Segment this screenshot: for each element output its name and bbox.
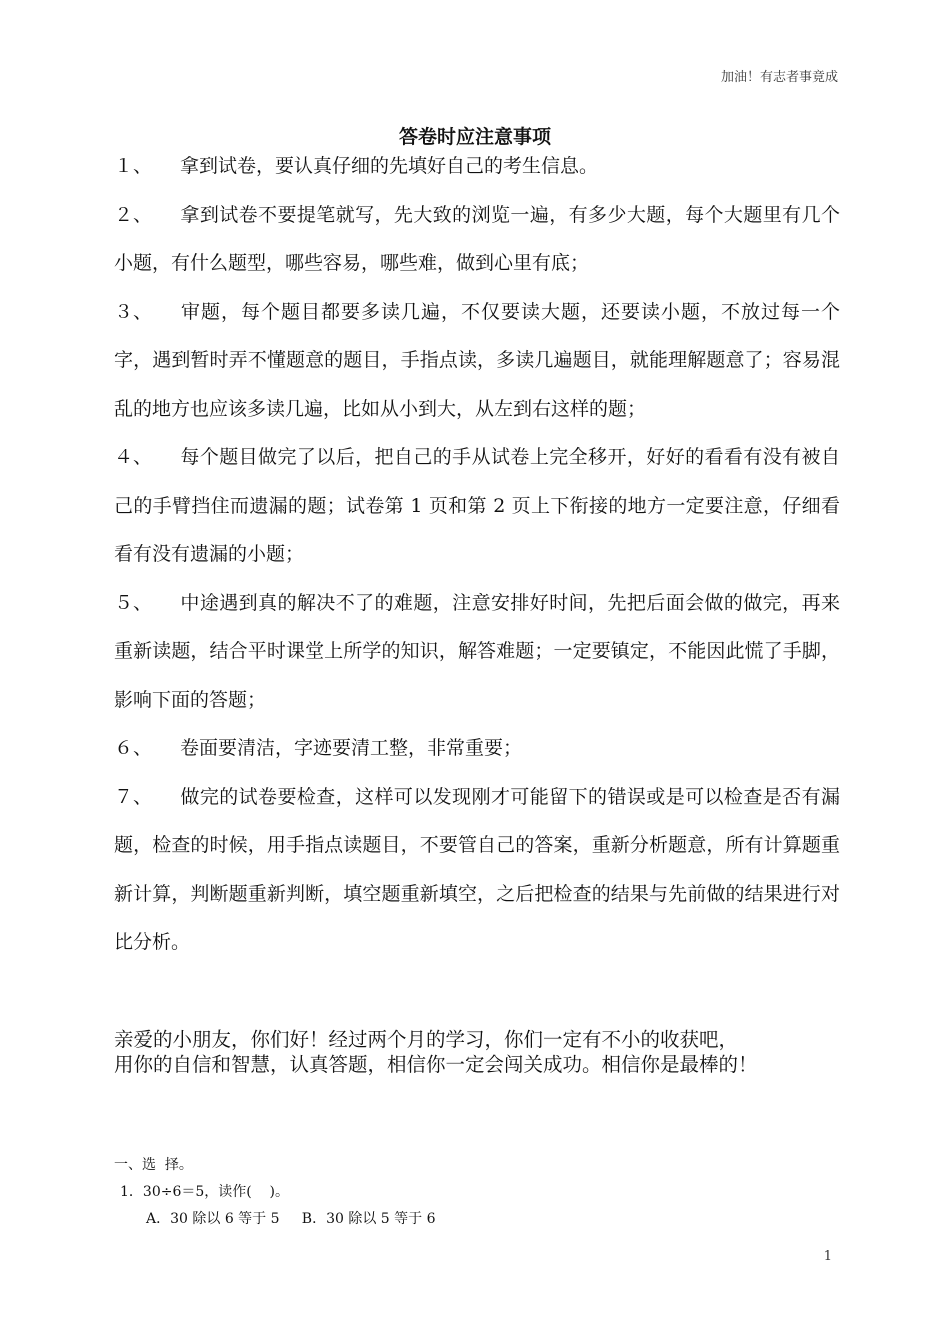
greeting-line-2: 用你的自信和智慧，认真答题，相信你一定会闯关成功。相信你是最棒的！ <box>114 1053 758 1076</box>
exercise-section <box>114 1152 814 1233</box>
note-item <box>114 142 840 191</box>
note-text: 做完的试卷要检查，这样可以发现刚才可能留下的错误或是可以检查是否有漏题，检查的时候，用手指点读题目，不要管自己的答案，重新分析题意，所有计算题重新计算，判断题重新判断，填空题重新填空，之后把检查的结果与先前做的结果进行对比分析。 <box>114 785 840 953</box>
question-1: 1．30÷6＝5，读作( )。 <box>120 1184 289 1200</box>
note-item <box>114 433 840 579</box>
note-text: 卷面要清洁，字迹要清工整，非常重要； <box>180 737 523 759</box>
note-number: ４、 <box>114 446 153 468</box>
note-text: 中途遇到真的解决不了的难题，注意安排好时间，先把后面会做的做完，再来重新读题，结合平时课堂上所学的知识，解答难题；一定要镇定，不能因此慌了手脚，影响下面的答题； <box>114 591 840 711</box>
note-item <box>114 724 840 773</box>
note-number: ３、 <box>114 300 153 323</box>
note-number: ２、 <box>114 203 153 226</box>
notes-list <box>114 142 840 967</box>
section-heading: 一、选 择。 <box>114 1157 193 1173</box>
note-item <box>114 288 840 434</box>
greeting-message <box>114 1027 844 1077</box>
note-number: ７、 <box>114 785 153 808</box>
page-number: 1 <box>823 1249 832 1264</box>
header-motto: 加油！有志者事竟成 <box>720 70 838 85</box>
page-title: 答卷时应注意事项 <box>398 126 551 148</box>
note-text: 审题，每个题目都要多读几遍，不仅要读大题，还要读小题，不放过每一个字，遇到暂时弄不懂题意的题目，手指点读，多读几遍题目，就能理解题意了；容易混乱的地方也应该多读几遍，比如从小到大，从左到右这样的题； <box>114 300 840 420</box>
note-item <box>114 773 840 967</box>
note-number: １、 <box>114 155 153 177</box>
note-item <box>114 191 840 288</box>
question-1-options: A．30 除以 6 等于 5 B．30 除以 5 等于 6 <box>146 1211 436 1227</box>
note-text: 拿到试卷，要认真仔细的先填好自己的考生信息。 <box>180 155 599 177</box>
note-text: 每个题目做完了以后，把自己的手从试卷上完全移开，好好的看看有没有被自己的手臂挡住而遗漏的题；试卷第 1 页和第 2 页上下衔接的地方一定要注意，仔细看看有没有遗漏的小题； <box>114 446 840 565</box>
greeting-line-1: 亲爱的小朋友，你们好！经过两个月的学习，你们一定有不小的收获吧， <box>114 1028 739 1051</box>
note-text: 拿到试卷不要提笔就写，先大致的浏览一遍，有多少大题，每个大题里有几个小题，有什么题型，哪些容易，哪些难，做到心里有底； <box>114 203 840 274</box>
note-number: ５、 <box>114 591 153 614</box>
note-item <box>114 579 840 725</box>
note-number: ６、 <box>114 737 153 759</box>
